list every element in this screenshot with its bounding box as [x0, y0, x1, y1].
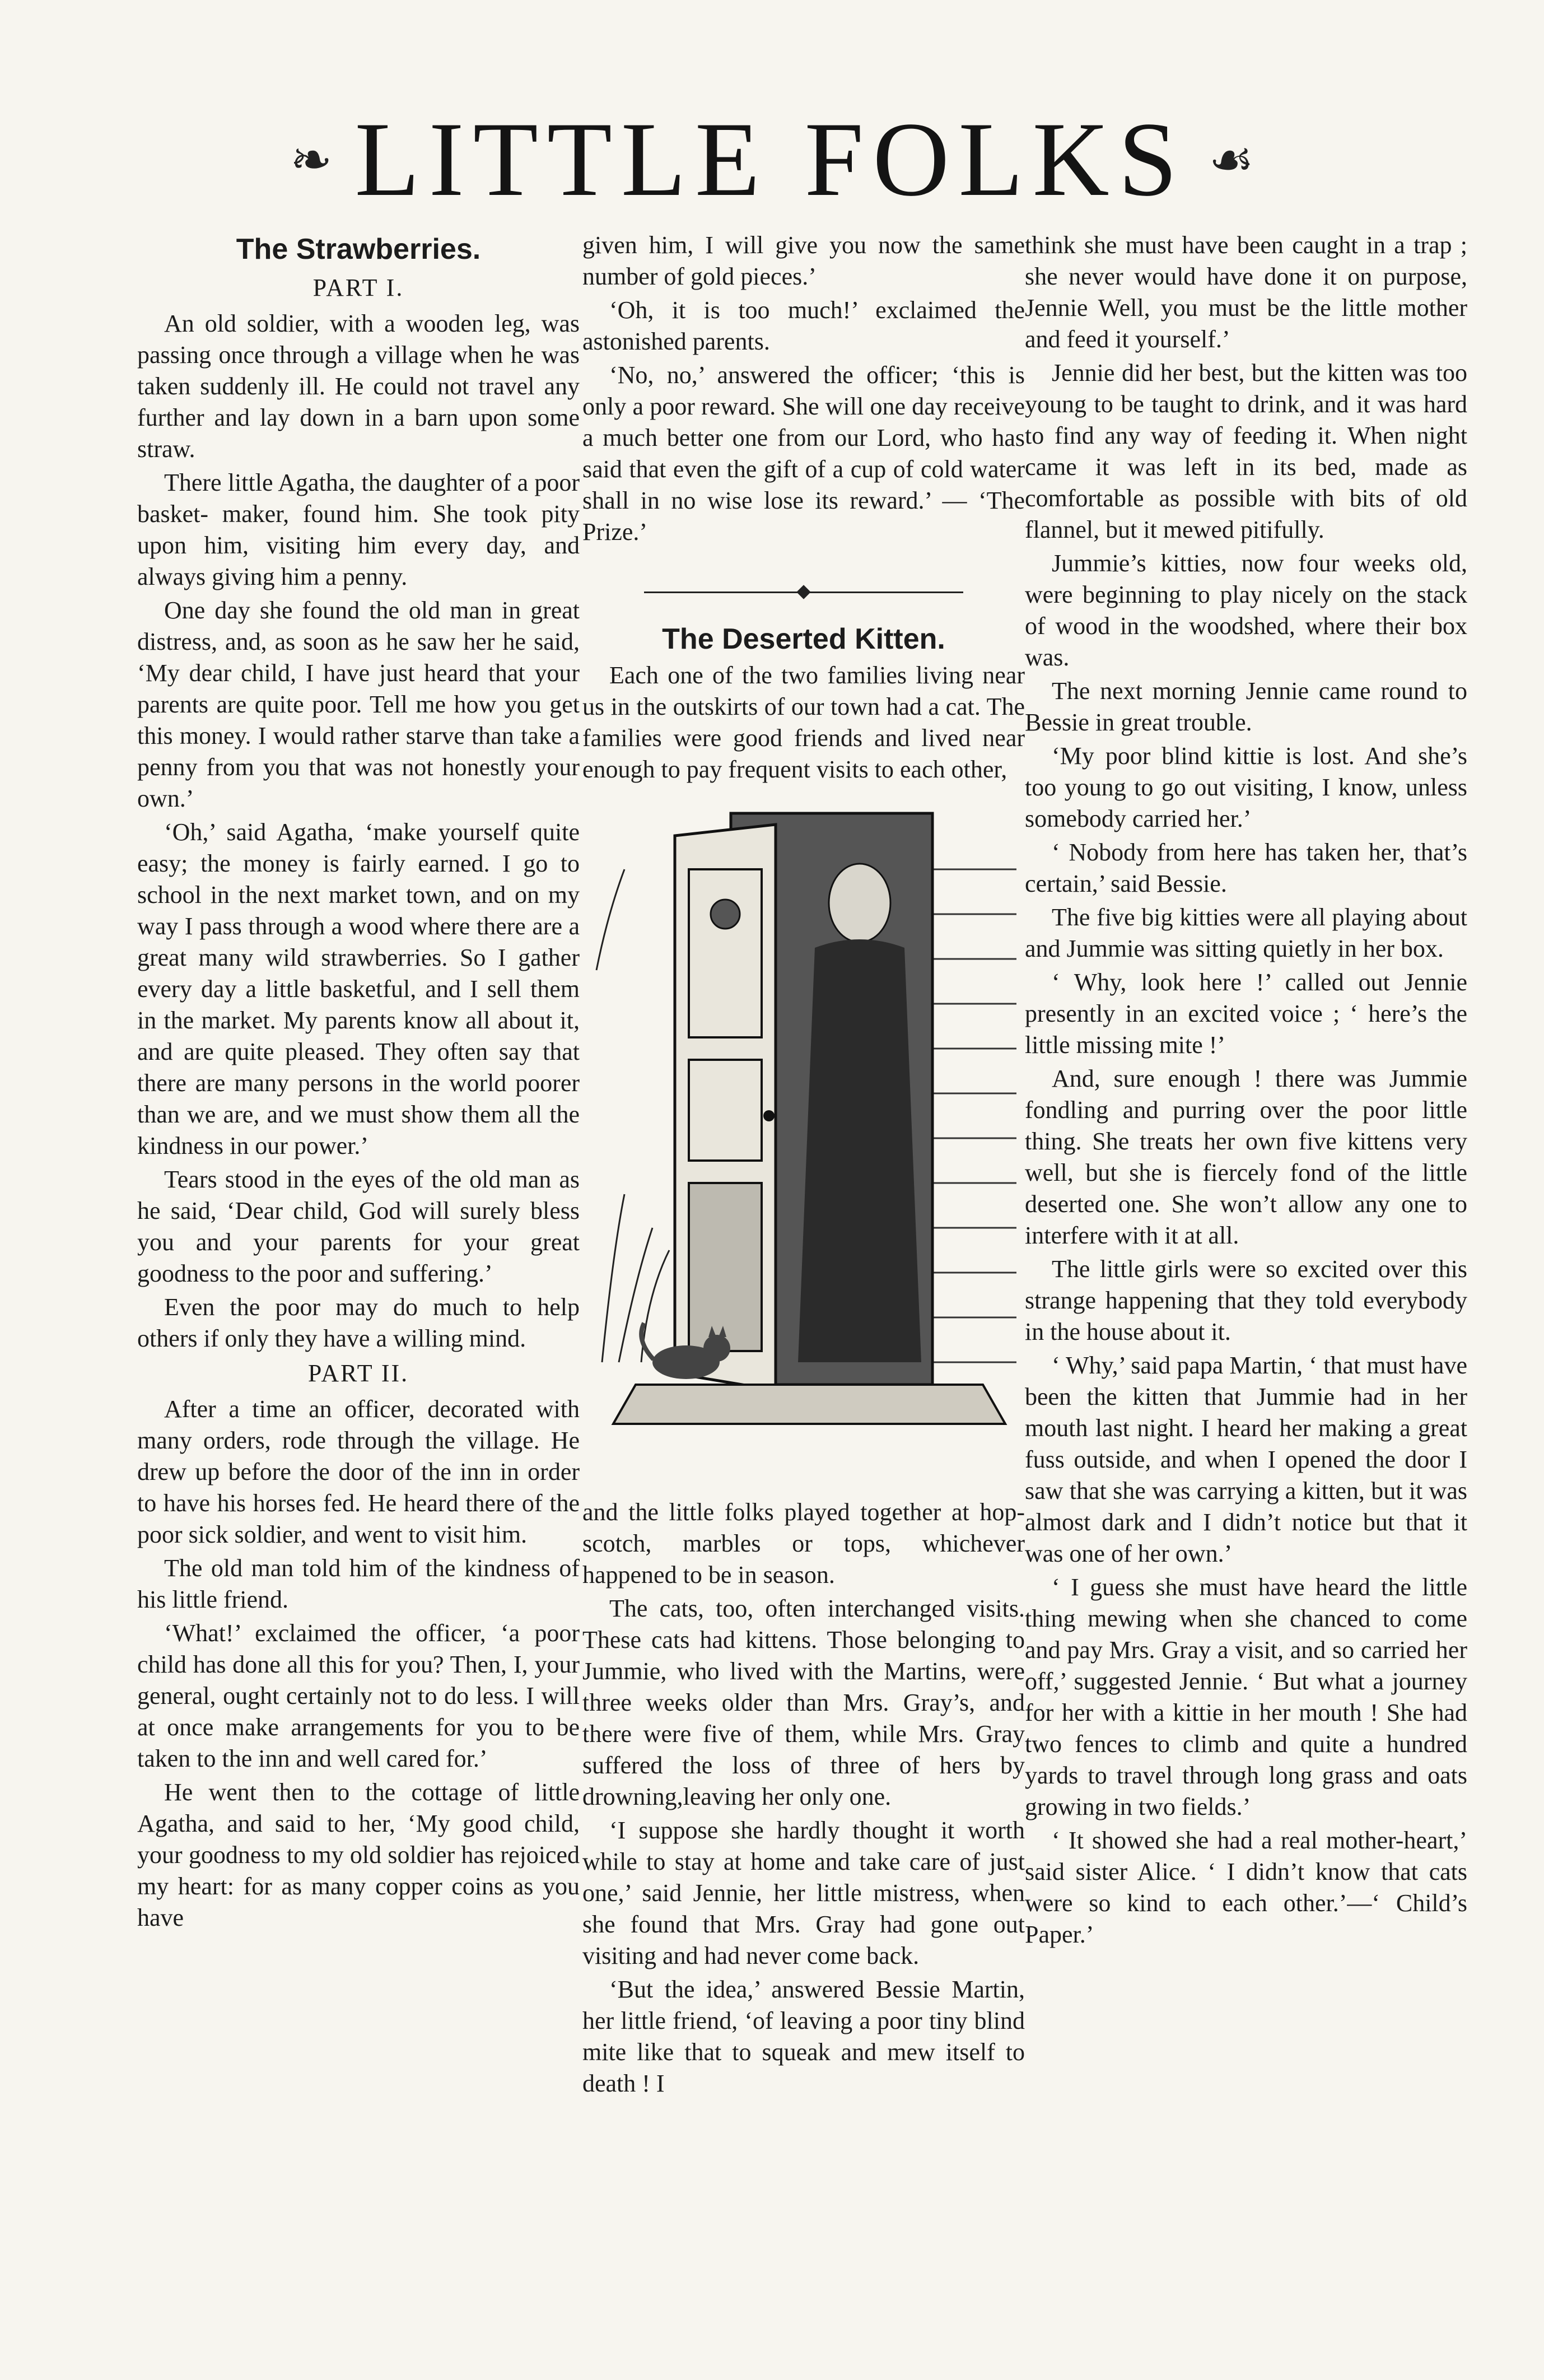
diamond-icon: [796, 585, 810, 599]
kitten-doorway-illustration: [591, 802, 1016, 1474]
paragraph: Even the poor may do much to help others if only they have a willing mind.: [137, 1293, 580, 1352]
paragraph: The little girls were so excited over this strange happening that they told everybody in the house about it.: [1025, 1255, 1467, 1345]
paragraph: ‘ Nobody from here has taken her, that’s certain,’ said Bessie.: [1025, 839, 1467, 897]
column-3: [1025, 230, 1467, 2325]
page-title: LITTLE FOLKS: [354, 101, 1187, 218]
paragraph: ‘I suppose she hardly thought it worth while to stay at home and take care of just one,’ said Jennie, her little mistress, when she found that Mrs. Gray had gone out visiting and had never come back.: [582, 1817, 1025, 1969]
paragraph: He went then to the cottage of little Agatha, and said to her, ‘My good child, your goodness to my old soldier has rejoiced my heart: for as many copper coins as you have: [137, 1778, 580, 1931]
part-label: PART II.: [307, 1359, 409, 1387]
paragraph: Jummie’s kitties, now four weeks old, were beginning to play nicely on the stack of wood in the woodshed, where their box was.: [1025, 549, 1467, 671]
divider-line: [806, 591, 963, 593]
paragraph: think she must have been caught in a trap ; she never would have done it on purpose, Jennie Well, you must be the little mother and feed it yourself.’: [1025, 231, 1467, 353]
paragraph: The five big kitties were all playing about and Jummie was sitting quietly in her box.: [1025, 903, 1467, 962]
paragraph: After a time an officer, decorated with many orders, rode through the village. He drew up before the door of the inn in order to have his horses fed. He heard there of the poor sick soldier, and went to visit him.: [137, 1395, 580, 1548]
part-label: PART I.: [312, 274, 404, 301]
paragraph: An old soldier, with a wooden leg, was passing once through a village when he was taken suddenly ill. He could not travel any further and lay down in a barn upon some straw.: [137, 310, 580, 463]
paragraph: One day she found the old man in great distress, and, as soon as he saw her he said, ‘My dear child, I have just heard that your parents are quite poor. Tell me how you get this money. I would rather starve than take a penny from you that was not honestly your own.’: [137, 597, 580, 812]
paragraph: ‘What!’ exclaimed the officer, ‘a poor child has done all this for you? Then, I, your general, ought certainly not to do less. I will at once make arrangements for you to be taken to the inn and well cared for.’: [137, 1619, 580, 1772]
paragraph: and the little folks played together at hop-scotch, marbles or tops, whichever happened to be in season.: [582, 1498, 1025, 1589]
paragraph: ‘My poor blind kittie is lost. And she’s too young to go out visiting, I know, unless somebody carried her.’: [1025, 742, 1467, 832]
divider-line: [644, 591, 801, 593]
paragraph: given him, I will give you now the same number of gold pieces.’: [582, 231, 1025, 290]
story-title-strawberries: The Strawberries.: [236, 233, 481, 266]
column-1: [137, 230, 580, 2325]
paragraph: ‘ I guess she must have heard the little thing mewing when she chanced to come and pay Mrs. Gray a visit, and so carried her off,’ suggested Jennie. ‘ But what a journey for her with a kittie in her mouth ! She had two fences to climb and quite a hundred yards to travel through long grass and oats growing in two fields.’: [1025, 1573, 1467, 1820]
paragraph: ‘But the idea,’ answered Bessie Martin, her little friend, ‘of leaving a poor tiny blind mite like that to squeak and mew itself to death ! I: [582, 1976, 1025, 2097]
paragraph: The next morning Jennie came round to Bessie in great trouble.: [1025, 677, 1467, 736]
paragraph: The old man told him of the kindness of his little friend.: [137, 1554, 580, 1613]
paragraph: ‘No, no,’ answered the officer; ‘this is only a poor reward. She will one day receive a much better one from our Lord, who has said that even the gift of a cup of cold water shall in no wise lose its reward.’ — ‘The Prize.’: [582, 361, 1025, 546]
section-divider: [582, 587, 1025, 597]
paragraph: Each one of the two families living near us in the outskirts of our town had a cat. The families were good friends and lived near enough to pay frequent visits to each other,: [582, 662, 1025, 783]
right-ornament-icon: ☙: [1209, 130, 1254, 189]
paragraph: Jennie did her best, but the kitten was too young to be taught to drink, and it was hard to find any way of feeding it. When night came it was left in its bed, made as comfortable as possible with bits of old flannel, but it mewed pitifully.: [1025, 359, 1467, 543]
paragraph: The cats, too, often interchanged visits. These cats had kittens. Those belonging to Jummie, who lived with the Martins, were three weeks older than Mrs. Gray’s, and there were five of them, while Mrs. Gray suffered the loss of three of hers by drowning,leaving her only one.: [582, 1595, 1025, 1810]
paragraph: ‘ It showed she had a real mother-heart,’ said sister Alice. ‘ I didn’t know that cats were so kind to each other.’—‘ Child’s Paper.’: [1025, 1827, 1467, 1948]
left-ornament-icon: ❧: [290, 130, 333, 189]
paragraph: Tears stood in the eyes of the old man as he said, ‘Dear child, God will surely bless you and your parents for your great goodness to the poor and suffering.’: [137, 1166, 580, 1287]
paragraph: ‘ Why,’ said papa Martin, ‘ that must have been the kitten that Jummie had in her mouth last night. I heard her making a great fuss outside, and when I opened the door I saw that she was carrying a kitten, but it was almost dark and I didn’t notice but that it was one of her own.’: [1025, 1352, 1467, 1567]
paragraph: There little Agatha, the daughter of a poor basket- maker, found him. She took pity upon him, visiting him every day, and always giving him a penny.: [137, 469, 580, 590]
masthead: [0, 95, 1544, 224]
column-2: [582, 230, 1025, 2325]
paragraph: ‘Oh,’ said Agatha, ‘make yourself quite easy; the money is fairly earned. I go to school in the next market town, and on my way I pass through a wood where there are a great many wild strawberries. So I gather every day a little basketful, and I sell them in the market. My parents know all about it, and are quite pleased. They often say that there are many persons in the world poorer than we are, and we must show them all the kindness in our power.’: [137, 818, 580, 1159]
paragraph: And, sure enough ! there was Jummie fondling and purring over the poor little thing. She treats her own five kittens very well, but she is fiercely fond of the little deserted one. She won’t allow any one to interfere with it at all.: [1025, 1065, 1467, 1249]
story-title-deserted-kitten: The Deserted Kitten.: [662, 623, 945, 655]
paragraph: ‘ Why, look here !’ called out Jennie presently in an excited voice ; ‘ here’s the little missing mite !’: [1025, 968, 1467, 1059]
paragraph: ‘Oh, it is too much!’ exclaimed the astonished parents.: [582, 296, 1025, 355]
